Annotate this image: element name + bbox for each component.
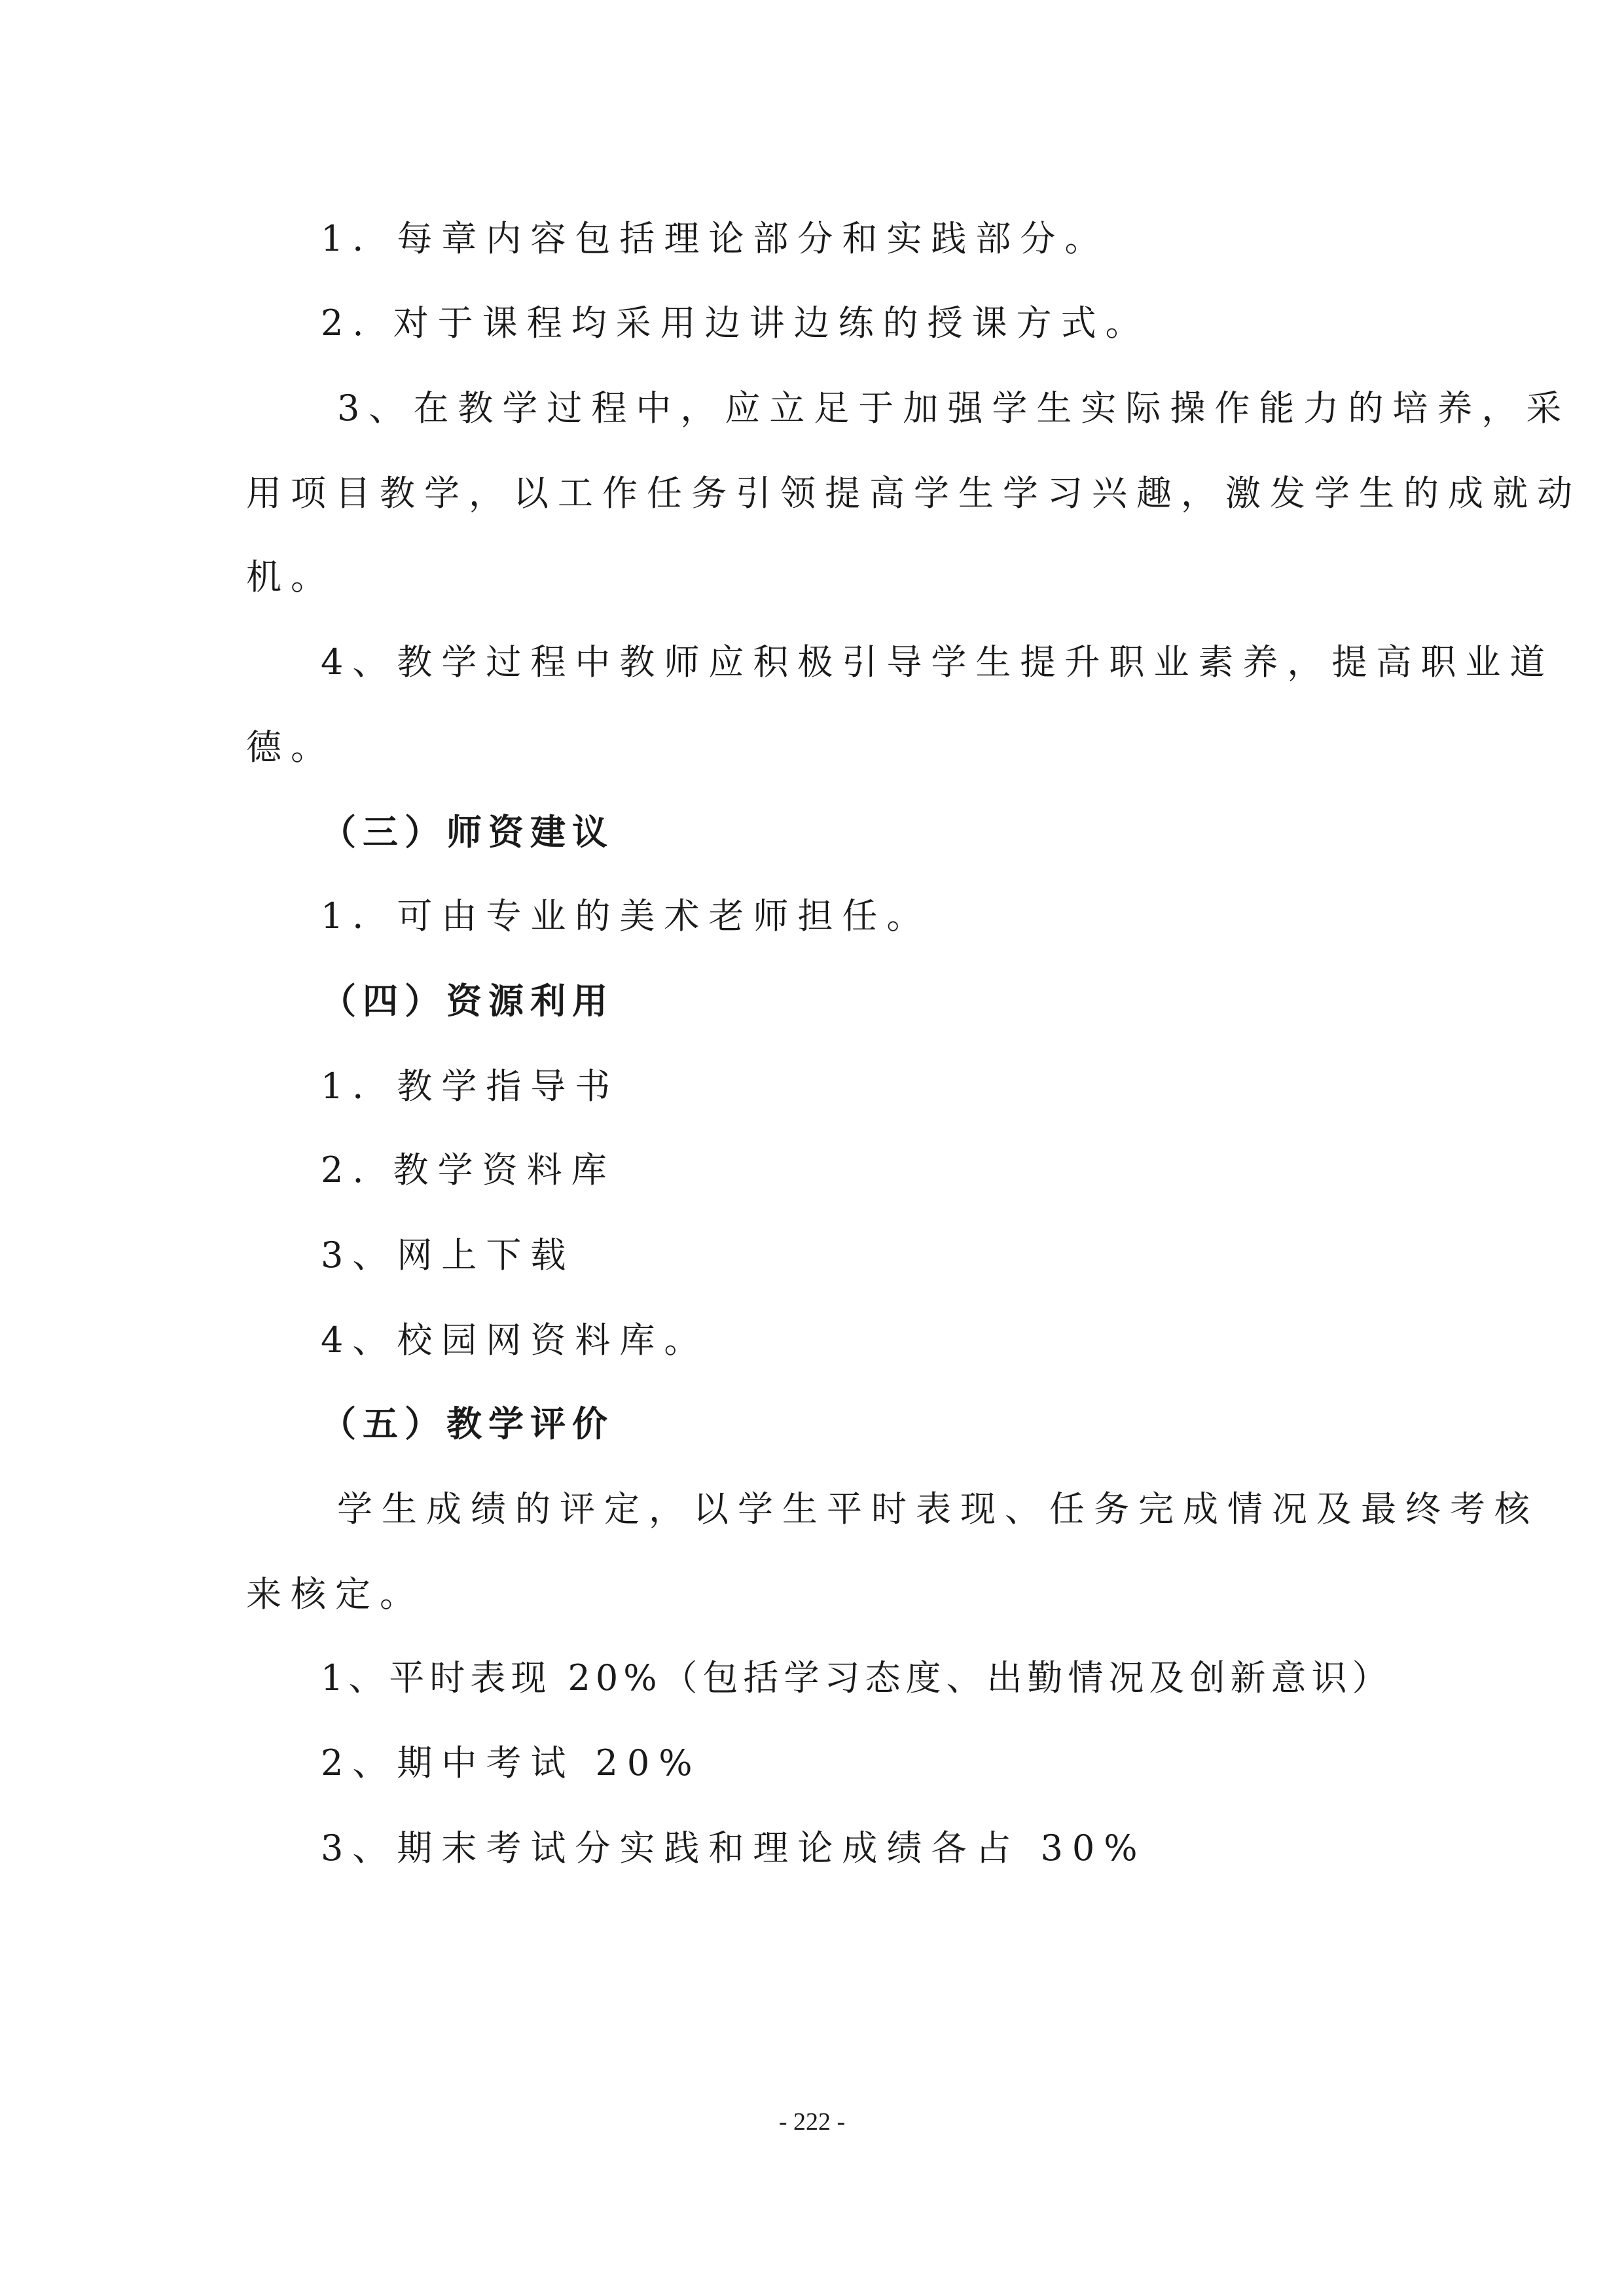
list-item: 3、期末考试分实践和理论成绩各占 30% [321,1827,1147,1869]
list-item: 2. 教学资料库 [321,1149,616,1191]
paragraph-line: 3、在教学过程中，应立足于加强学生实际操作能力的培养，采 [337,387,1571,429]
paragraph-line: 德。 [246,726,335,768]
list-item: 2. 对于课程均采用边讲边练的授课方式。 [321,302,1150,344]
list-item: 3、网上下载 [321,1234,575,1276]
section-heading: （四）资源利用 [321,980,614,1022]
list-item: 1．每章内容包括理论部分和实践部分。 [321,218,1110,259]
paragraph-line: 4、教学过程中教师应积极引导学生提升职业素养，提高职业道 [321,641,1555,683]
list-item: 1．可由专业的美术老师担任。 [321,895,931,937]
list-item: 4、校园网资料库。 [321,1319,709,1361]
list-item: 1．教学指导书 [321,1066,620,1107]
list-item: 2、期中考试 20% [321,1742,702,1784]
paragraph-line: 用项目教学，以工作任务引领提高学生学习兴趣，激发学生的成就动 [246,473,1581,514]
list-item: 1、平时表现 20%（包括学习态度、出勤情况及创新意识） [321,1657,1393,1698]
section-heading: （五）教学评价 [321,1403,614,1444]
paragraph-line: 来核定。 [246,1573,424,1615]
page-number: - 222 - [778,2108,846,2136]
section-heading: （三）师资建议 [321,812,614,853]
paragraph-line: 学生成绩的评定，以学生平时表现、任务完成情况及最终考核 [337,1488,1539,1530]
paragraph-line: 机。 [246,556,335,598]
